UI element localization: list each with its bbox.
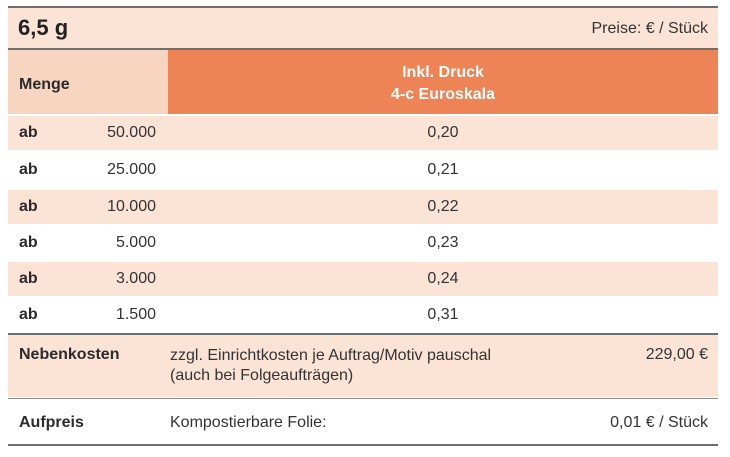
table-row xyxy=(8,153,718,187)
aufpreis-price: 0,01 € / Stück xyxy=(610,414,708,431)
table-row xyxy=(8,226,718,260)
print-header-line1: Inkl. Druck xyxy=(402,64,484,81)
aufpreis-label: Aufpreis xyxy=(19,414,84,431)
quantity-column-header xyxy=(8,50,168,114)
table-row xyxy=(8,262,718,296)
nebenkosten-line1: zzgl. Einrichtkosten je Auftrag/Motiv pauschal xyxy=(170,347,492,364)
row-quantity: 25.000 xyxy=(107,161,156,178)
table-row xyxy=(8,116,718,150)
row-prefix: ab xyxy=(19,124,38,141)
table-row xyxy=(8,298,718,332)
row-quantity: 1.500 xyxy=(115,306,156,323)
quantity-header-label: Menge xyxy=(19,76,70,93)
product-weight: 6,5 g xyxy=(18,15,69,40)
aufpreis-rule xyxy=(8,398,718,399)
row-prefix: ab xyxy=(19,161,38,178)
row-price: 0,21 xyxy=(427,161,459,178)
row-price: 0,24 xyxy=(427,270,459,287)
row-price: 0,22 xyxy=(427,198,459,215)
nebenkosten-text xyxy=(170,346,610,386)
aufpreis-text: Kompostierbare Folie: xyxy=(170,414,327,431)
nebenkosten-price: 229,00 € xyxy=(645,346,708,363)
row-prefix: ab xyxy=(19,270,38,287)
price-unit-note: Preise: € / Stück xyxy=(591,20,708,37)
print-column-header xyxy=(168,50,718,114)
table-row xyxy=(8,190,718,224)
row-price: 0,23 xyxy=(427,234,459,251)
row-prefix: ab xyxy=(19,234,38,251)
row-prefix: ab xyxy=(19,306,38,323)
row-prefix: ab xyxy=(19,198,38,215)
nebenkosten-label: Nebenkosten xyxy=(19,346,120,363)
nebenkosten-line2: (auch bei Folgeaufträgen) xyxy=(170,367,354,384)
row-price: 0,31 xyxy=(427,306,459,323)
row-quantity: 5.000 xyxy=(115,234,156,251)
row-quantity: 3.000 xyxy=(115,270,156,287)
print-header-line2: 4-c Euroskala xyxy=(390,86,496,103)
row-quantity: 50.000 xyxy=(107,124,156,141)
row-quantity: 10.000 xyxy=(107,198,156,215)
bottom-rule xyxy=(8,444,718,446)
row-price: 0,20 xyxy=(427,124,459,141)
